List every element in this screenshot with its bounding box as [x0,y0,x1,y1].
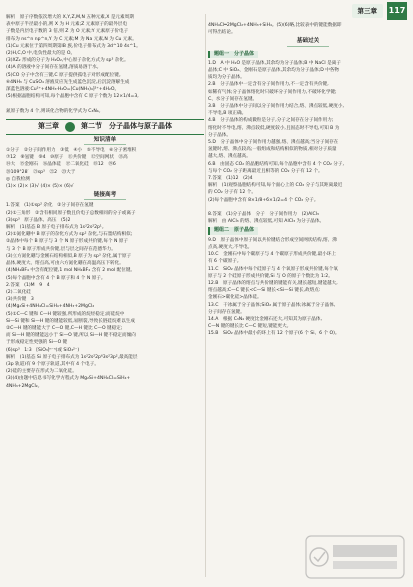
text-line: 与 3 个 B 原子形成共价键,层与层之间存在范德华力。 [6,246,116,252]
text-line: 2.B 分子晶体中一定含有分子间作用力,不一定含有共价键, [208,82,329,88]
text-line: (4)A 的溶液中分子间存在氢键,溶质易溶于水。 [6,65,102,71]
text-line: 晶体,硬度大、熔点高,可由六方氮化硼在高温高压下转化。 [6,261,124,267]
topic2-block [208,237,408,338]
text-line: 有 6 个碳原子。 [208,259,242,265]
text-line: (5)根据晶胞结构可知,每个晶胞中含有 C 原子个数为 12×1/4=3, [6,94,139,100]
text-line: 与每个 CO₂ 分子距离最近且相等的 CO₂ 分子有 12 个。 [208,168,323,174]
chapter-tag: 第三章 [352,4,384,18]
text-line: 质均为分子晶体。 [208,75,245,81]
text-line: 于形成稳定性更强的 Si—O 键 [6,340,68,346]
intro-block [6,14,204,115]
text-line: 7.答案 (1)12 (2)4 [208,176,253,182]
text-line: 熔点越高;C—C 键长<C—Si 键长<Si—Si 键长,故熔点: [208,288,321,294]
text-line: 氢键时,熔、沸点较高;一般组成和结构相似的物质,相对分子质量 [208,147,337,153]
left-column [6,14,204,577]
text-line: 10.C 金刚石中每个碳原子与 4 个碳原子形成共价键,最小环上 [208,252,337,258]
chapter-banner [6,119,204,135]
right-column [208,22,408,577]
text-line: 解析 (1)观察晶胞结构可知,每个面心上的 CO₂ 分子与其距离最近 [208,183,343,189]
text-line: 的 CO₂ 分子有 12 个。 [208,190,256,196]
text-line: ◎ 自我检测 [6,176,30,182]
knowledge-heading: 知识清单 [6,137,204,145]
text-line: (1)Cu 元素位于第四周期第ⅠB 族,价电子排布式为 3d^10 4s^1。 [6,43,141,49]
link-heading: 链接高考 [6,192,204,200]
text-line: 4NH₄Cl═2MgCl₂+4NH₃+SiH₄。(5)(6)略,比较表中的键能数据即 [208,23,342,28]
text-line: 而 Si—H 键的键能远小于 Si—O 键,所以 Si—H 键不稳定而倾向 [6,333,136,339]
text-line: (5)①C—C 键和 C—H 键较强,所形成的烷烃稳定;而硅烷中 [6,311,125,317]
text-line: 分子间存在氢键。 [208,309,245,315]
text-line: 深蓝色溶液:Cu²⁺+4NH₃·H₂O=[Cu(NH₃)₄]²⁺+4H₂O。 [6,87,120,93]
text-line: 不导电,B 项正确。 [208,111,247,117]
text-line: 解析 (1)基态 B 原子电子排布式为 1s²2s²2p¹。 [6,225,107,231]
text-line: C—N 键的键长比 C—C 键短,键能更大。 [208,324,292,330]
text-line: Si—Si 键和 Si—H 键的键能较低,易断裂,导致长链硅烷难以生成 [6,318,135,324]
text-line: 13.C 干冰属于分子晶体;SiO₂ 属于原子晶体;冰属于分子晶体, [208,302,336,308]
text-line: ⑥4NH₃ 与 CuSO₄ 溶液反应先生成蓝色沉淀,后沉淀溶解生成 [6,79,130,85]
answers-block [6,202,204,389]
text-line: (3p 轨道)有 9 个原子轨道,其中有 4 个电子。 [6,361,99,367]
continued-block [208,22,408,36]
text-line: 晶体;C 中 SiO₂、金刚石是原子晶体,其余均为分子晶体;D 中各物 [208,68,339,74]
text-line: 11.C SiO₂ 晶体中每个硅原子与 4 个氧原子形成共价键,每个氧 [208,266,338,272]
text-line: (1)× (2)× (3)√ (4)× (5)× (6)√ [6,184,74,190]
topic1-heading: 题组一 分子晶体 [208,51,258,58]
text-line: (2)①三角形 ②含有相同原子数且价电子总数相同的分子或离子 [6,210,136,216]
text-line: ②C—H 键的键能大于 C—O 键,C—H 键比 C—O 键稳定; [6,325,123,331]
text-line: C、水分子间存在氢键。 [208,96,258,102]
text-line: 可得出结论。 [208,30,236,36]
text-line: 4.B 分子晶体的构成微粒是分子,分子之间存在分子间作用力; [208,118,334,124]
text-line: (3)(4)由题中信息书写化学方程式为 Mg₂Si+4NH₄Cl=SiH₄+ [6,376,131,382]
text-line: ①分子 ②分子间作用力 ③低 ④小 ⑤不导电 ⑥分子密堆积 [6,148,137,154]
text-line: 14.A 根据 C₃N₄ 硬度比金刚石还大,可知其为原子晶体, [208,316,322,322]
text-line [208,204,408,211]
text-line: 9.D 原子晶体中原子间以共价键结合形成空间网状结构,熔、沸 [208,237,337,243]
page-number: 117 [387,2,407,20]
text-line: 解析 原子序数依次增大的 X,Y,Z,M,N 五种元素,X 是元素周期 [6,15,134,20]
text-line: (5)CO 分子中含有三键,C 原子提供孤电子对形成配位键。 [6,72,124,78]
text-line: ⑭大 ⑮金刚石 ⑯晶体硅 ⑰二氧化硅 ⑱12 ⑲6 [6,162,116,168]
text-line: 表中原子半径最小的,则 X 为 H 元素;Z 元素原子的最外层电 [6,22,128,28]
text-line: 解析 (1)基态 Si 原子电子排布式为 1s²2s²2p⁶3s²3p²,最高能层 [6,354,138,360]
text-line: 1.D A 中 H₂O 是原子晶体,其余均为分子晶体;B 中 NaCl 是离子 [208,60,341,66]
text-line: (2)H,C,O 中,电负性最大的是 O。 [6,51,76,57]
text-line: 3.B 分子晶体中分子间以分子间作用力结合,熔、沸点较低,硬度小, [208,104,344,110]
basic-heading: 基础过关 [208,38,408,46]
text-line [6,100,204,107]
text-line: 金刚石>碳化硅>晶体硅。 [208,295,262,301]
text-line: 熔化时不导电,熔、沸点较低,硬度较小,且固态时不导电,可知 B 为 [208,125,340,131]
chapter-dot-icon [65,122,75,132]
text-line: 越大,熔、沸点越高。 [208,154,251,160]
text-line: (4)NH₄BF₄ 中含有配位键,1 mol NH₄BF₄ 含有 2 mol 配位键。 [6,268,136,274]
text-line: 点高,硬度大,不导电。 [208,244,253,250]
text-line: (3)立方氮化硼与金刚石结构相似,B 原子为 sp³ 杂化,属于原子 [6,253,132,259]
knowledge-block [6,147,204,190]
text-line: 如稀有气体;分子晶体熔化时只破坏分子间作用力,不破坏化学键; [208,89,337,95]
text-line: 分子晶体。 [208,132,231,138]
topic2-heading: 题组二 原子晶体 [208,227,258,234]
watermark-stamp [305,535,405,579]
text-line: 4NH₃+2MgCl₂。 [6,383,43,389]
text-line: 氮原子数为 4 个,则该化合物的化学式为 C₃N₄。 [6,108,104,114]
text-line: (6)sp³ 1:3 [SiO₃]ⁿ⁻ⁿ(或 SiO₃²⁻) [6,347,80,353]
column-divider [205,14,206,577]
text-line: ②晶体中每个 B 原子与 3 个 N 原子形成共价键,每个 N 原子 [6,239,129,245]
section-title: 第二节 分子晶体与原子晶体 [81,122,172,131]
text-line: (3)共价键 3 [6,297,34,303]
topic1-block [208,60,408,226]
text-line: 5.D 分子晶体中分子间作用力越强,熔、沸点越高;当分子间存在 [208,140,339,146]
text-line: (4)Mg₂Si+4NH₄Cl=SiH₄+4NH₃+2MgCl₂ [6,304,95,310]
text-line: 1.答案 (1)①sp² 杂化 ②分子间存在氢键 [6,203,94,209]
text-line: 原子与 2 个硅原子形成共价键,Si 与 O 的原子个数比为 1:2。 [208,273,333,279]
text-line: 2.答案 (1)M 9 4 [6,282,50,288]
text-line: 子数是内层电子数的 3 倍,则 Z 为 O 元素;Y 元素原子价电子 [6,29,129,35]
text-line: (2)硅的主要存在形式为二氧化硅。 [6,369,77,375]
text-line: (2)二氧化硅 [6,289,31,295]
text-line: (2)①氮化硼中 B 原子的杂化方式为 sp² 杂化,与石墨结构相似; [6,232,133,238]
text-line: (3)sp³ 原子晶体、高压 (5)2 [6,217,71,223]
text-line: 8.答案 (1)分子晶体 分子 分子间作用力 (2)AlCl₃ [208,212,319,218]
text-line: 6.B 由固态 CO₂ 的晶胞结构可知,每个晶胞中含有 4 个 CO₂ 分子, [208,161,344,167]
text-line: ⑦12 ⑧氢键 ⑨4 ⑩原子 ⑪共价键 ⑫空间网状 ⑬高 [6,155,128,161]
text-line: (5)每个晶胞中含有 4 个 B 原子和 4 个 N 原子。 [6,275,106,281]
text-line: (3)XZ₂ 形成的分子为 H₂O₂,中心原子杂化方式为 sp³ 杂化。 [6,58,129,64]
text-line: (2)每个晶胞中含有 8×1/8+6×1/2=4 个 CO₂ 分子。 [208,197,319,203]
text-line: ⑳109°28′ ㉑sp³ ㉒2 ㉓大于 [6,169,76,175]
text-line: 解析 由 AlCl₃ 的熔、沸点较低,可知 AlCl₃ 为分子晶体。 [208,219,325,225]
text-line: 15.B SiO₂ 晶体中最小的环上有 12 个原子(6 个 Si、6 个 O)。 [208,331,340,337]
text-line: 排布为 ns^n np^n,Y 为 C 元素;M 为 Na 元素,N 为 Cu 元素。 [6,36,137,42]
text-line: 12.B 原子晶体的熔点与共价键的键能有关,键长越短,键能越大, [208,280,338,286]
chapter-title: 第三章 [38,122,59,131]
